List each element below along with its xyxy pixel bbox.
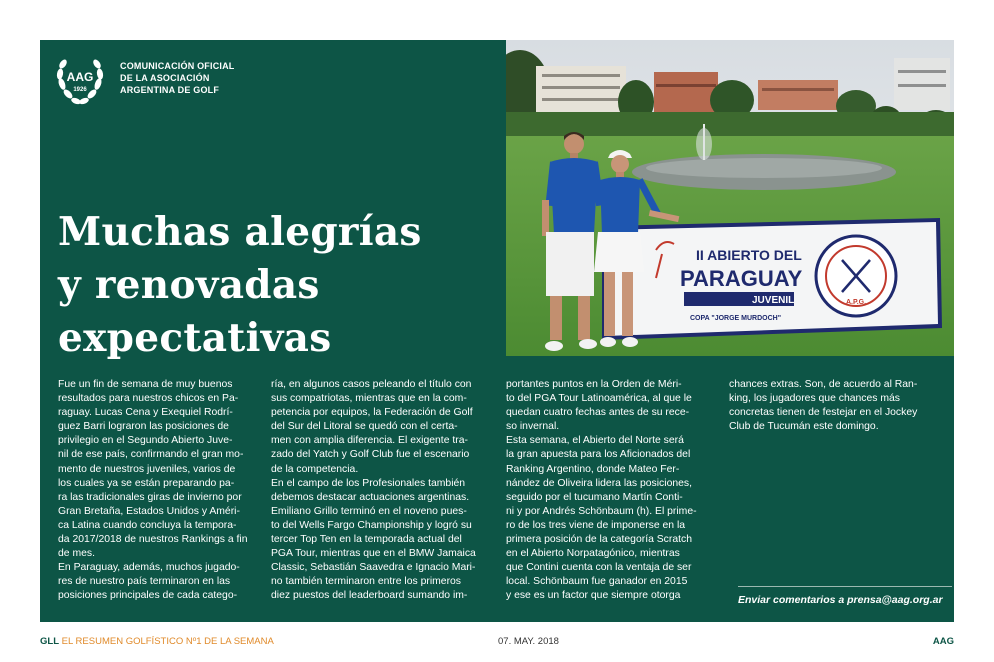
text-line: PGA Tour, mientras que en el BMW Jamaica [271,548,476,560]
text-line: chances extras. Son, de acuerdo al Ran- [729,379,918,390]
text-line: privilegio en el Segundo Abierto Juve- [58,435,233,447]
text-line: tercer Top Ten en la temporada actual del [271,534,462,546]
aag-logo [52,52,108,108]
text-line: raguay. Lucas Cena y Exequiel Rodrí- [58,407,233,419]
article-column-1 [58,378,247,604]
text-line: so invernal. [506,421,560,433]
text-line: Gran Bretaña, Estados Unidos y Améri- [58,505,240,517]
text-line: Esta semana, el Abierto del Norte será [506,435,684,447]
text-line: petencia por equipos, la Federación de Golf [271,407,473,419]
text-line: En el campo de los Profesionales también [271,477,466,489]
text-line: Fue un fin de semana de muy buenos [58,379,233,390]
text-line: ría, en algunos casos peleando el título con [271,379,472,390]
article-column-3 [506,378,697,604]
banner-line4: COPA "JORGE MURDOCH" [690,315,782,322]
article-column-2 [271,378,476,604]
title-line: y renovadas [58,262,320,308]
title-line: expectativas [58,315,332,361]
text-line: quedan cuatro fechas antes de su rece- [506,407,690,419]
text-line: debemos destacar actuaciones argentinas. [271,491,470,503]
org-line: COMUNICACIÓN OFICIAL [120,61,235,71]
text-line: Classic, Sebastián Saavedra e Ignacio Mari- [271,562,476,574]
text-line: posiciones principales de cada catego- [58,590,238,602]
text-line: men con amplia diferencia. El exigente tra- [271,435,468,447]
text-line: guez Barri lograron las posiciones de [58,421,229,433]
text-line: ca Latina cuando concluya la tempora- [58,519,237,531]
text-line: nández de Oliveira lidera las posiciones, [506,477,692,489]
text-line: en el Abierto Norpatagónico, mientras [506,548,680,560]
footer-tagline: EL RESUMEN GOLFÍSTICO Nº1 DE LA SEMANA [61,636,274,647]
text-line: da 2017/2018 de nuestros Rankings a fin [58,534,248,546]
text-line: ra las tradicionales giras de invierno por [58,491,242,503]
text-line: de mes. [58,548,95,560]
footer-date: 07. MAY. 2018 [498,636,559,647]
text-line: sus compatriotas, mientras que en la com- [271,393,467,405]
org-credit [120,60,235,96]
contact-divider [738,586,952,587]
text-line: mento de nuestros juveniles, varios de [58,463,236,475]
text-line: to del PGA Tour Latinoamérica, al que le [506,393,692,405]
article-column-4 [729,378,917,434]
text-line: Club de Tucumán este domingo. [729,421,879,433]
text-line: to del Wells Fargo Championship y logró su [271,519,472,531]
text-line: king, los jugadores que chances más [729,393,900,405]
contact-note[interactable]: Enviar comentarios a prensa@aag.org.ar [738,594,943,606]
article-title [58,206,498,365]
text-line: concretas tienen de festejar en el Jockey [729,407,918,419]
text-line: ro de los tres viene de imponerse en la [506,519,686,531]
banner-line1: II ABIERTO DEL [696,247,802,263]
text-line: nil de ese país, confirmando el gran mo- [58,449,244,461]
footer-brand-name: GLL [40,636,59,647]
players-photo [506,40,954,356]
text-line: seguido por el tucumano Martín Conti- [506,491,683,503]
footer-org: AAG [932,636,954,647]
text-line: res de nuestro país terminaron en las [58,576,231,588]
logo-year: 1926 [73,87,87,93]
text-line: resultados para nuestros chicos en Pa- [58,393,239,405]
text-line: ni y por Andrés Schönbaum (h). El prime- [506,505,697,517]
org-line: ARGENTINA DE GOLF [120,85,220,95]
text-line: del Sur del Litoral se quedó con el certa- [271,421,458,433]
text-line: primera posición de la categoría Scratch [506,534,692,546]
seal-abbr: A.P.G. [845,299,867,306]
text-line: local. Schönbaum fue ganador en 2015 [506,576,688,588]
text-line: Ranking Argentino, donde Mateo Fer- [506,463,680,475]
text-line: que Contini cuenta con la ventaja de ser [506,562,692,574]
logo-text: AAG [66,70,94,84]
text-line: Emiliano Grillo terminó en el noveno pues- [271,505,467,517]
title-line: Muchas alegrías [58,209,422,255]
text-line: de la competencia. [271,463,359,475]
text-line: y ese es un factor que siempre otorga [506,590,681,602]
org-line: DE LA ASOCIACIÓN [120,73,210,83]
text-line: diez puestos del leaderboard sumando im- [271,590,468,602]
text-line: los cuales ya se están preparando pa- [58,477,235,489]
text-line: no también terminaron entre los primeros [271,576,462,588]
banner-line2: PARAGUAY [680,266,803,291]
banner-line3: JUVENIL [752,295,795,306]
text-line: En Paraguay, además, muchos jugado- [58,562,240,574]
footer-brand [40,636,274,647]
text-line: zado del Yatch y Golf Club fue el escenario [271,449,470,461]
text-line: la gran apuesta para los Aficionados del [506,449,691,461]
text-line: portantes puntos en la Orden de Méri- [506,379,682,390]
